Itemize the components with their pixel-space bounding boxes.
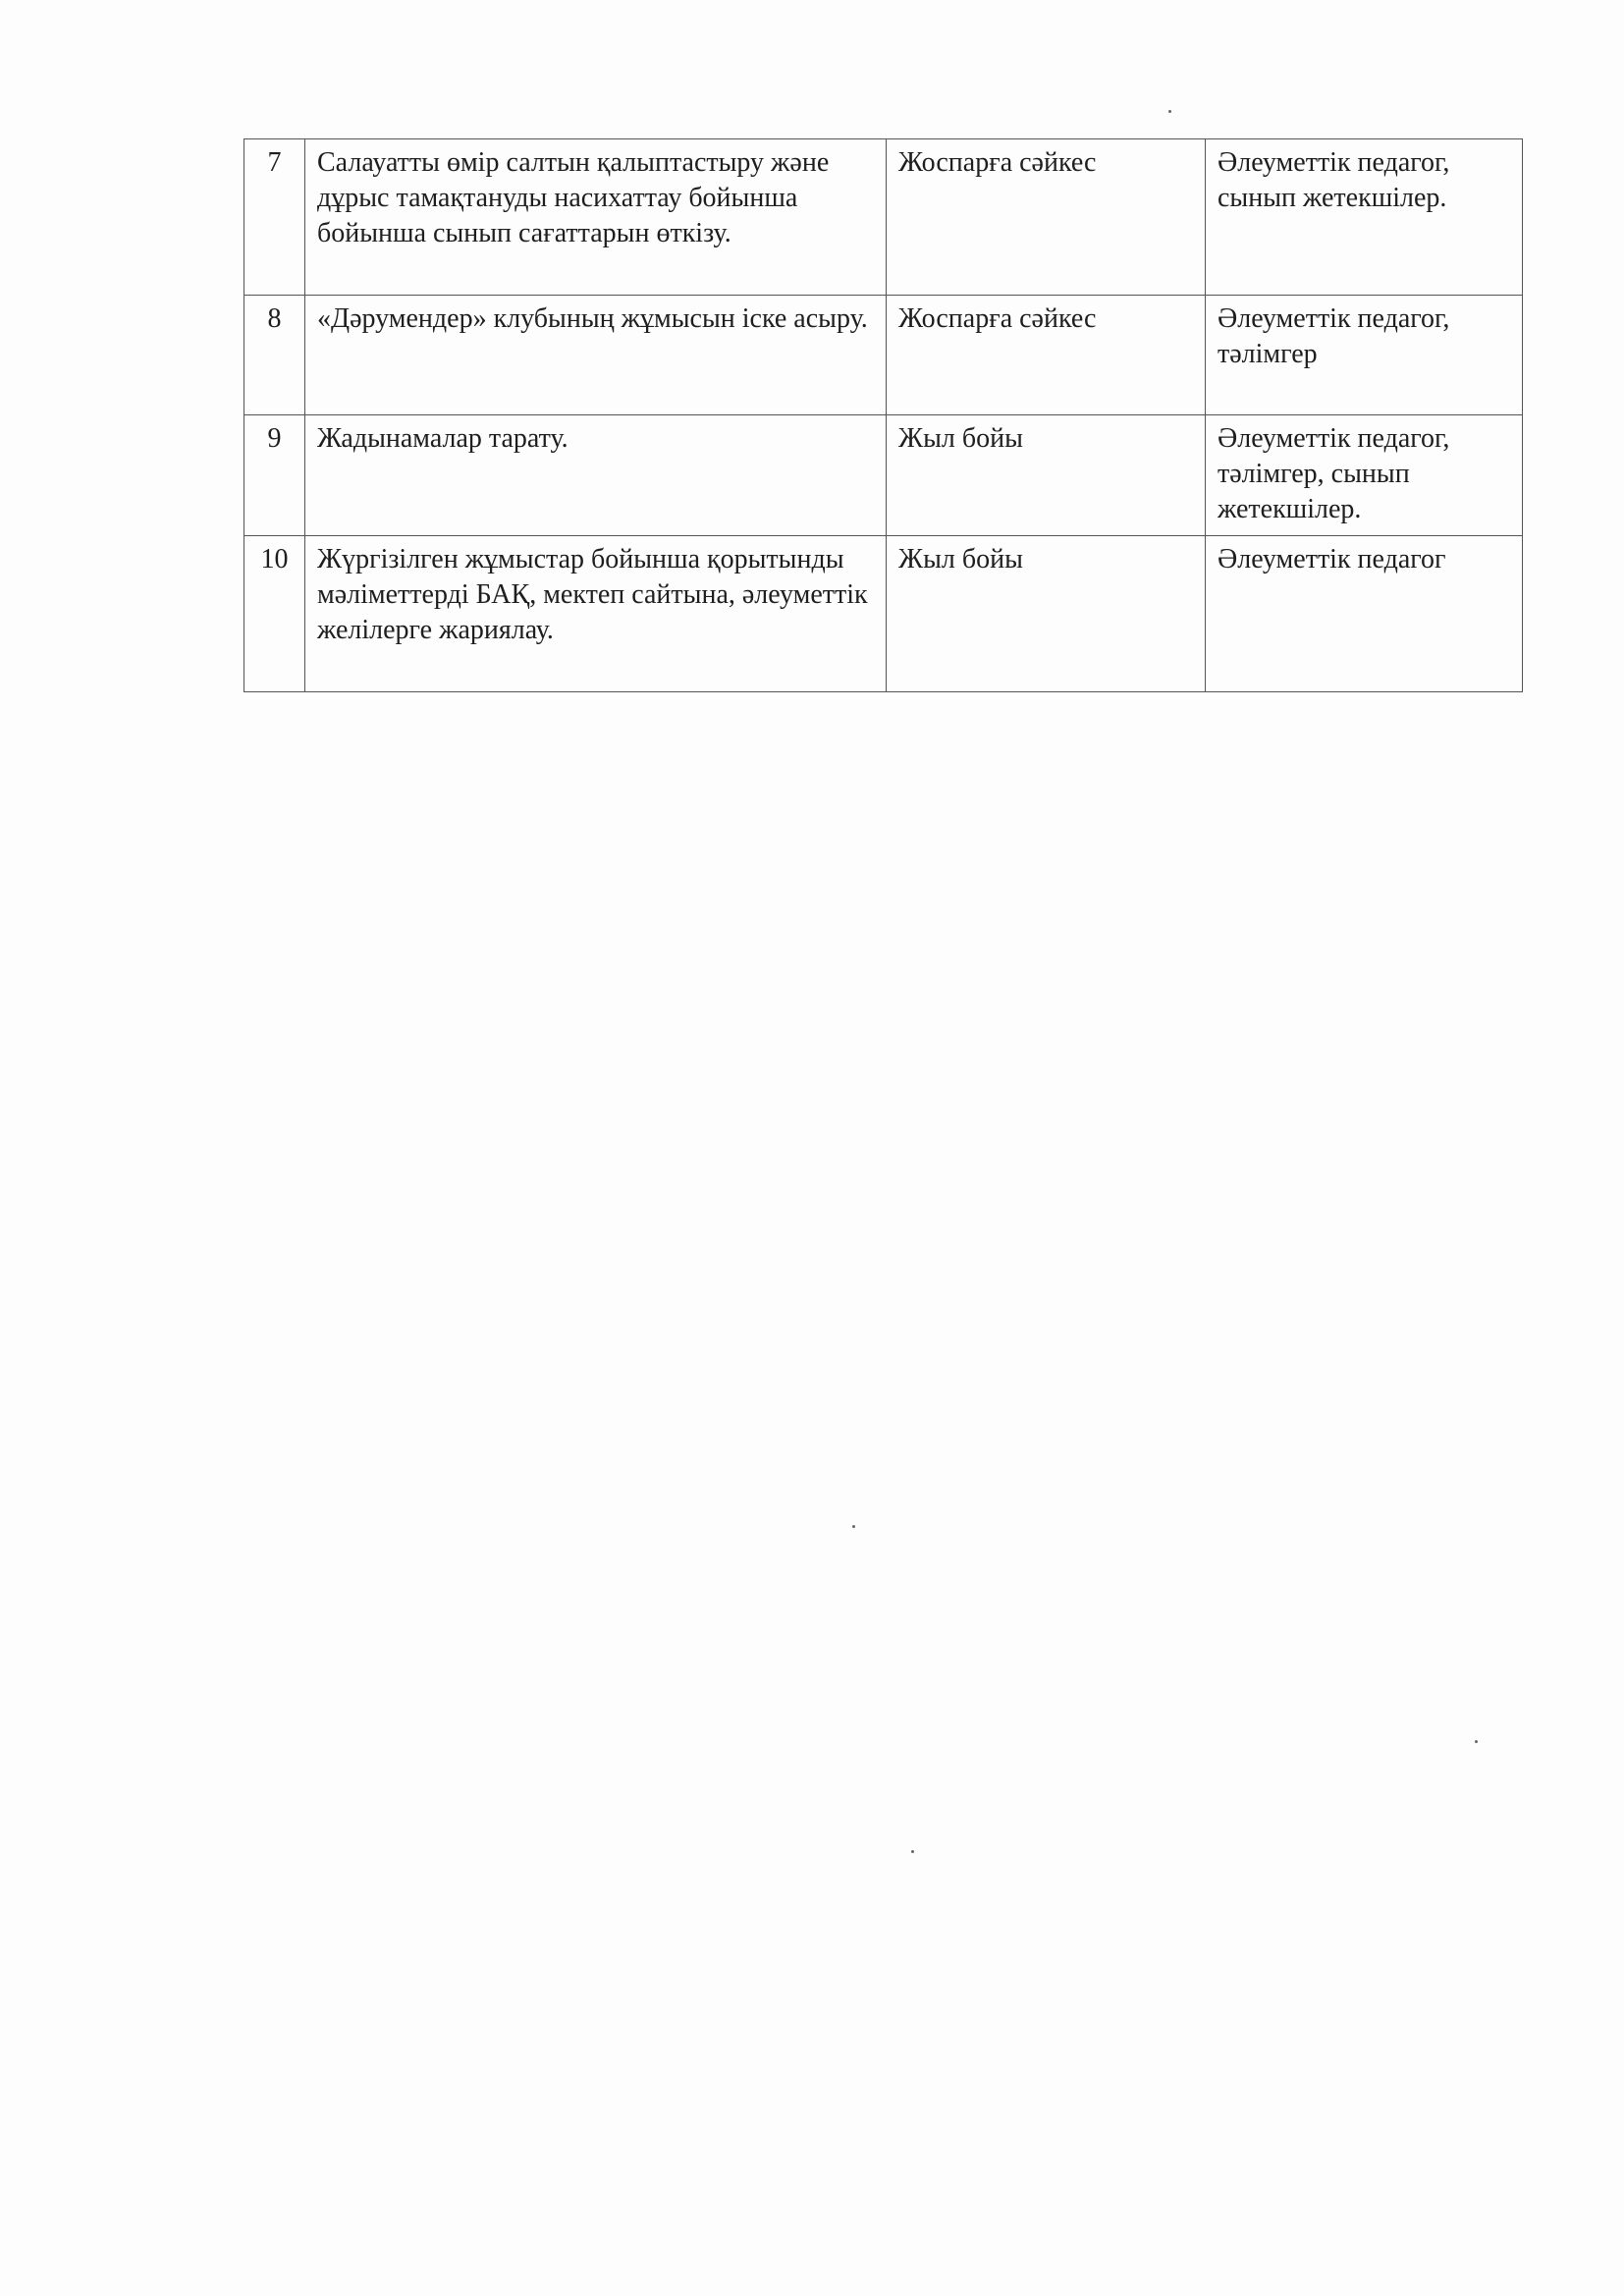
row-number: 7 — [244, 139, 305, 296]
row-number: 8 — [244, 296, 305, 415]
scan-speck — [1168, 110, 1171, 113]
period-cell: Жоспарға сәйкес — [887, 296, 1206, 415]
table-row — [244, 139, 1523, 296]
responsible-cell: Әлеуметтік педагог — [1206, 536, 1523, 692]
activity-cell: Салауатты өмір салтын қалыптастыру және дұрыс тамақтануды насихаттау бойынша бойынша сынып сағаттарын өткізу. — [305, 139, 887, 296]
plan-table — [244, 138, 1523, 692]
table-row — [244, 415, 1523, 536]
scan-speck — [911, 1850, 914, 1853]
row-number: 10 — [244, 536, 305, 692]
scan-speck — [1475, 1740, 1478, 1743]
activity-cell: Жадынамалар тарату. — [305, 415, 887, 536]
responsible-cell: Әлеуметтік педагог, тәлімгер — [1206, 296, 1523, 415]
responsible-cell: Әлеуметтік педагог, тәлімгер, сынып жетекшілер. — [1206, 415, 1523, 536]
period-cell: Жыл бойы — [887, 536, 1206, 692]
table-row — [244, 296, 1523, 415]
period-cell: Жоспарға сәйкес — [887, 139, 1206, 296]
scan-speck — [852, 1525, 855, 1528]
row-number: 9 — [244, 415, 305, 536]
responsible-cell: Әлеуметтік педагог, сынып жетекшілер. — [1206, 139, 1523, 296]
activity-cell: Жүргізілген жұмыстар бойынша қорытынды мәліметтерді БАҚ, мектеп сайтына, әлеуметтік желілерге жариялау. — [305, 536, 887, 692]
period-cell: Жыл бойы — [887, 415, 1206, 536]
table-row — [244, 536, 1523, 692]
activity-cell: «Дәрумендер» клубының жұмысын іске асыру. — [305, 296, 887, 415]
